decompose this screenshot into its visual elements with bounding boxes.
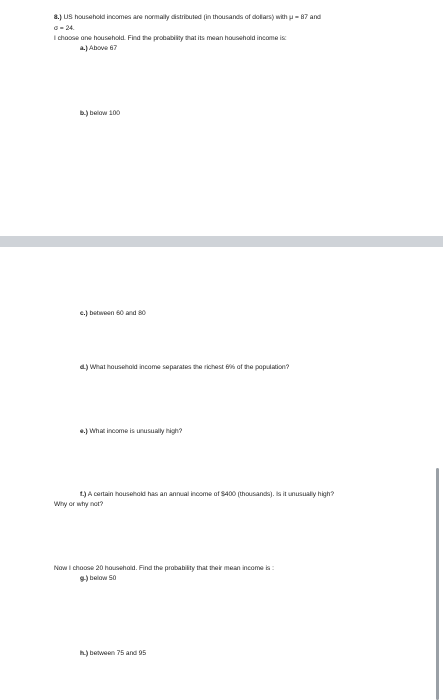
part-d-label: d.) (80, 364, 89, 371)
part-g (80, 575, 116, 583)
page-separator (0, 236, 443, 247)
part-e-text: What income is unusually high? (89, 428, 183, 435)
document-page-2 (0, 247, 443, 700)
question-8-intro (54, 14, 321, 22)
part-e-label: e.) (80, 428, 88, 435)
part-h (80, 650, 146, 658)
document-page-1 (0, 0, 443, 236)
part-d-text: What household income separates the richest 6% of the population? (89, 364, 290, 371)
question-number: 8.) (54, 14, 62, 21)
part-a (80, 45, 117, 53)
part-b-label: b.) (80, 110, 89, 117)
instruction-line: I choose one household. Find the probability that its mean household income is: (54, 35, 287, 42)
part-b-text: below 100 (89, 110, 120, 117)
part-g-label: g.) (80, 575, 89, 582)
part-f (80, 491, 334, 499)
part-f-text: A certain household has an annual income of $400 (thousands). Is it unusually high? (87, 491, 335, 498)
part-h-label: h.) (80, 650, 89, 657)
part-b (80, 110, 120, 118)
part-c (80, 310, 146, 318)
part-a-text: Above 67 (89, 45, 118, 52)
part-h-text: between 75 and 95 (89, 650, 147, 657)
part-g-text: below 50 (89, 575, 117, 582)
part-e (80, 428, 182, 436)
part-a-label: a.) (80, 45, 88, 52)
part-c-text: between 60 and 80 (89, 310, 146, 317)
question-text: US household incomes are normally distributed (in thousands of dollars) with μ = 87 and (63, 14, 321, 21)
part-d (80, 364, 289, 372)
part-c-label: c.) (80, 310, 88, 317)
sample-instruction: Now I choose 20 household. Find the probability that their mean income is : (54, 565, 274, 572)
scrollbar-thumb[interactable] (436, 468, 439, 700)
part-f-continuation: Why or why not? (54, 501, 104, 508)
sigma-line: σ = 24. (54, 25, 75, 32)
part-f-label: f.) (80, 491, 87, 498)
